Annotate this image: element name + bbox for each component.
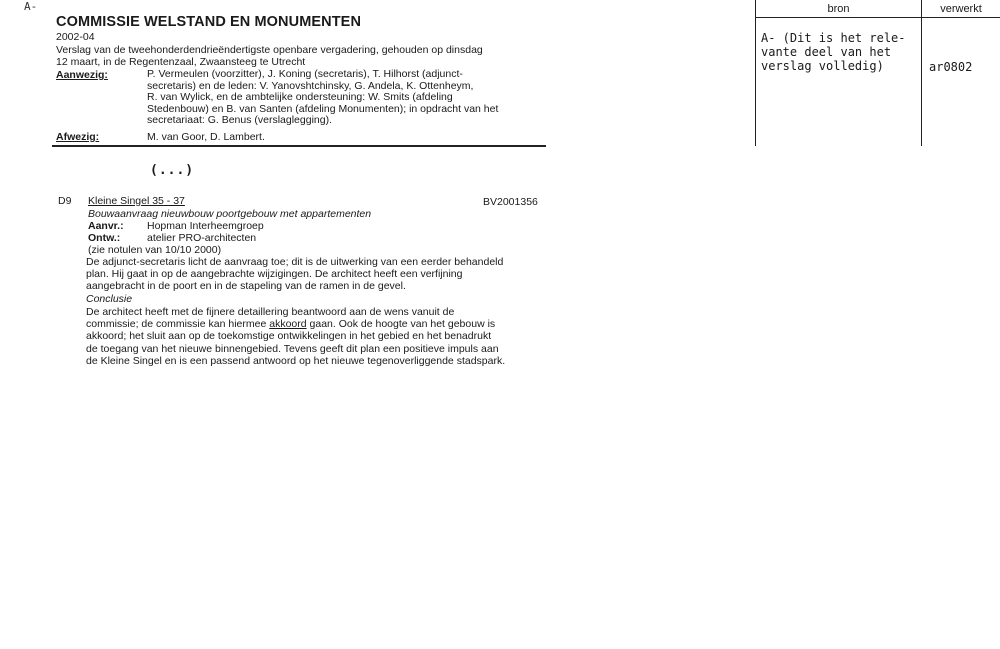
present-line: Stedenbouw) en B. van Santen (afdeling Monumenten); in opdracht van het (147, 102, 499, 115)
omission-mark: (...) (150, 163, 195, 178)
column-header-processed: verwerkt (940, 3, 982, 15)
conclusion-line: de toegang van het nieuwe binnengebied. Tevens geeft dit plan een positieve impuls aan (86, 342, 499, 355)
present-list (147, 69, 547, 127)
conclusion-line: de Kleine Singel en is een passend antwoord op het nieuwe tegenoverliggende stadspark. (86, 354, 506, 367)
body-line: De adjunct-secretaris licht de aanvraag toe; dit is de uitwerking van een eerder behandeld (86, 256, 504, 268)
applicant-label: Aanvr.: (88, 220, 124, 232)
header-divider (52, 145, 546, 147)
intro-line: 12 maart, in de Regentenzaal, Zwaansteeg te Utrecht (56, 56, 306, 68)
present-line: R. van Wylick, en de ambtelijke ondersteuning: W. Smits (afdeling (147, 91, 453, 104)
item-reference: BV2001356 (483, 196, 538, 208)
table-header-rule (755, 17, 1000, 18)
table-column-divider (921, 0, 922, 146)
column-header-source: bron (827, 3, 850, 15)
absent-label: Afwezig: (56, 131, 100, 143)
body-line: plan. Hij gaat in op de aangebrachte wijzigingen. De architect heeft een verfijning (86, 268, 463, 281)
processed-code: ar0802 (929, 60, 973, 74)
conclusion-body (86, 306, 548, 367)
conclusion-line: De architect heeft met de fijnere detaillering beantwoord aan de wens vanuit de (86, 306, 455, 318)
table-left-border (755, 0, 756, 146)
minutes-note: (zie notulen van 10/10 2000) (88, 244, 222, 256)
item-body (86, 256, 548, 293)
absent-list: M. van Goor, D. Lambert. (147, 131, 265, 143)
present-label: Aanwezig: (56, 69, 108, 81)
conclusion-line: akkoord; het sluit aan op de toekomstige ontwikkelingen in het gebied en het benadrukt (86, 330, 492, 343)
applicant-value: Hopman Interheemgroep (147, 220, 264, 232)
designer-value: atelier PRO-architecten (147, 232, 257, 244)
body-line: aangebracht in de poort en in de stapeling van de ramen in de gevel. (86, 280, 406, 293)
present-line: secretaris) en de leden: V. Yanovshtchinsky, G. Andela, K. Ottenheym, (147, 79, 474, 92)
akkoord-underlined: akkoord (269, 318, 307, 331)
source-note-line: verslag volledig) (761, 59, 884, 73)
present-line: secretariaat: G. Benus (verslaglegging). (147, 114, 333, 127)
intro-line: Verslag van de tweehonderdendrieëndertigste openbare vergadering, gehouden op dinsdag (56, 44, 483, 56)
source-note-line: vante deel van het (761, 45, 892, 59)
corner-mark: A- (24, 0, 38, 13)
designer-label: Ontw.: (88, 232, 121, 244)
conclusion-heading: Conclusie (86, 293, 133, 305)
document-title: COMMISSIE WELSTAND EN MONUMENTEN (56, 14, 362, 30)
source-note-line: A- (Dit is het rele- (761, 31, 906, 45)
present-line: P. Vermeulen (voorzitter), J. Koning (secretaris), T. Hilhorst (adjunct- (147, 68, 463, 80)
conclusion-text: commissie; de commissie kan hiermee (86, 318, 270, 331)
source-note (761, 31, 906, 73)
item-address: Kleine Singel 35 - 37 (88, 195, 185, 207)
conclusion-text: gaan. Ook de hoogte van het gebouw is (306, 318, 496, 331)
conclusion-line (86, 318, 548, 330)
item-subtitle: Bouwaanvraag nieuwbouw poortgebouw met appartementen (88, 208, 372, 220)
document-number: 2002-04 (56, 31, 95, 43)
item-code: D9 (58, 195, 72, 207)
